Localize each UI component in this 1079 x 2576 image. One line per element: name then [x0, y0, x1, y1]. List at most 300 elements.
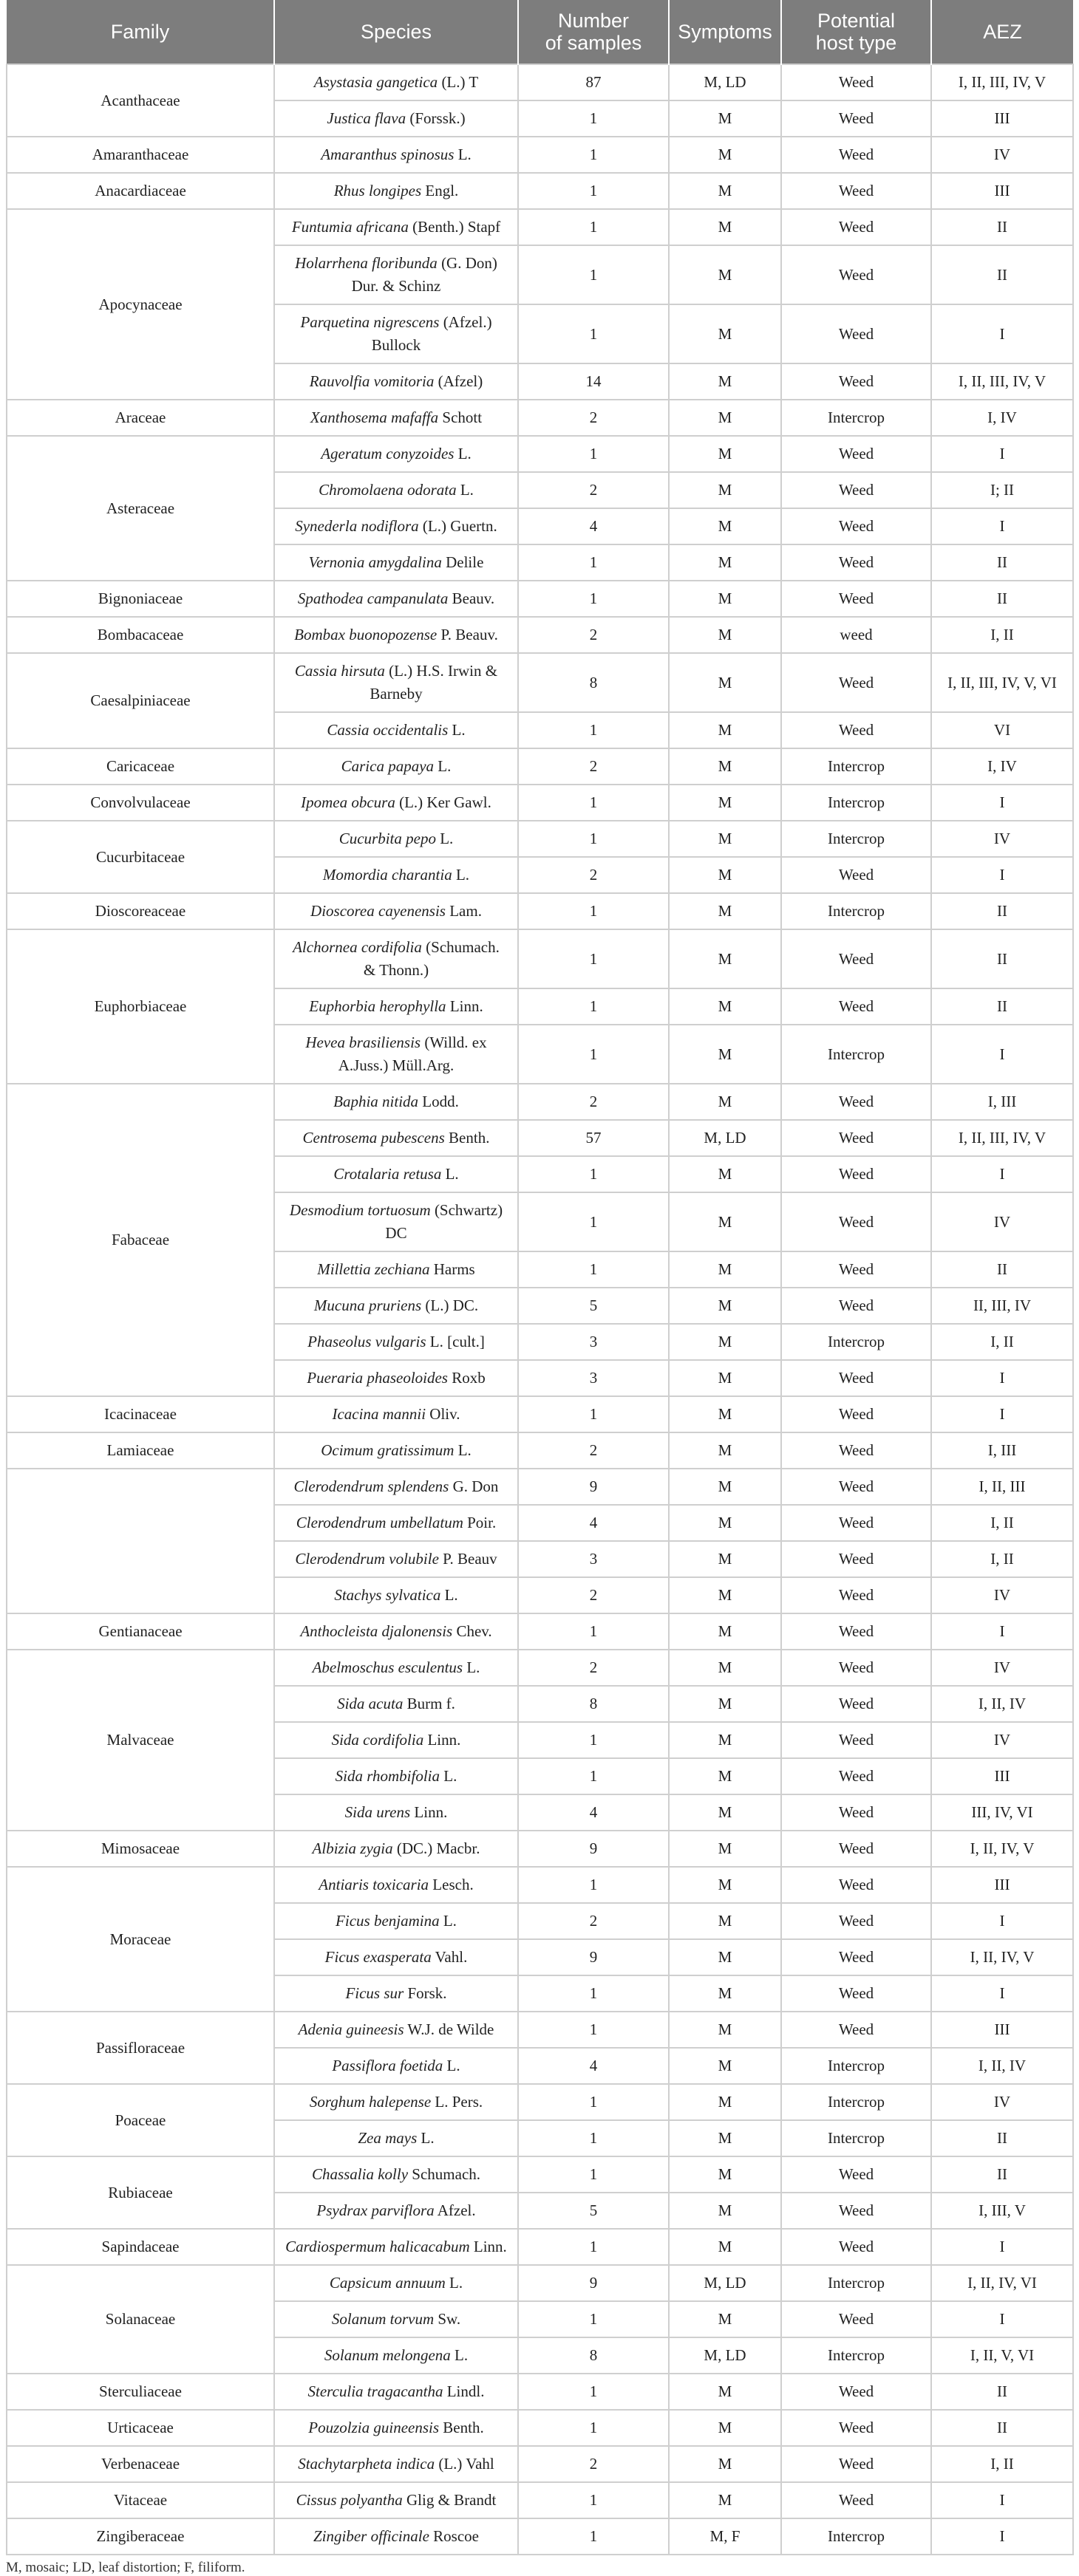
host-type-cell: Weed — [781, 2012, 931, 2048]
table-row — [7, 173, 1073, 209]
species-cell — [274, 2048, 518, 2084]
host-type-cell: Weed — [781, 1867, 931, 1903]
aez-cell: IV — [931, 821, 1073, 857]
samples-cell: 1 — [518, 304, 669, 363]
species-cell — [274, 173, 518, 209]
aez-cell: I, II, IV, V — [931, 1939, 1073, 1975]
symptoms-cell: M — [669, 2229, 781, 2265]
species-name: Chromolaena odorata — [319, 481, 457, 499]
species-cell — [274, 1867, 518, 1903]
symptoms-cell: M — [669, 1288, 781, 1324]
species-authority: L. — [441, 1165, 459, 1183]
samples-cell: 1 — [518, 2156, 669, 2193]
species-authority: (L.) DC. — [421, 1296, 479, 1314]
species-name: Rauvolfia vomitoria — [309, 372, 435, 390]
samples-cell: 9 — [518, 1469, 669, 1505]
species-authority: Glig & Brandt — [402, 2491, 497, 2509]
table-row — [7, 748, 1073, 785]
species-name: Sorghum halepense — [309, 2093, 432, 2111]
aez-cell: I, III, V — [931, 2193, 1073, 2229]
host-type-cell: Weed — [781, 1613, 931, 1650]
symptoms-cell: M — [669, 712, 781, 748]
aez-cell: I, II, III — [931, 1469, 1073, 1505]
host-type-cell: Weed — [781, 2156, 931, 2193]
species-cell — [274, 2120, 518, 2156]
host-type-cell: Intercrop — [781, 1324, 931, 1360]
samples-cell: 5 — [518, 1288, 669, 1324]
species-authority: L. — [434, 757, 452, 775]
species-authority: L. — [454, 1441, 472, 1459]
table-row — [7, 1396, 1073, 1432]
family-cell: Zingiberaceae — [7, 2518, 274, 2555]
species-name: Cassia occidentalis — [327, 721, 449, 739]
aez-cell: III — [931, 1758, 1073, 1794]
species-authority: Beauv. — [448, 590, 495, 607]
species-authority: (Afzel.) Bullock — [371, 313, 492, 354]
table-footnote: M, mosaic; LD, leaf distortion; F, filiform. — [6, 2560, 245, 2575]
species-cell — [274, 1686, 518, 1722]
symptoms-cell: M — [669, 1975, 781, 2012]
family-cell: Caricaceae — [7, 748, 274, 785]
aez-cell: II — [931, 581, 1073, 617]
host-type-cell: Weed — [781, 2301, 931, 2337]
species-cell — [274, 2265, 518, 2301]
symptoms-cell: M — [669, 2193, 781, 2229]
host-type-cell: Weed — [781, 363, 931, 400]
species-name: Phaseolus vulgaris — [307, 1333, 426, 1350]
samples-cell: 1 — [518, 988, 669, 1025]
species-authority: W.J. de Wilde — [404, 2020, 494, 2038]
species-authority: Schumach. — [408, 2165, 481, 2183]
aez-cell: II — [931, 929, 1073, 988]
table-row — [7, 1613, 1073, 1650]
aez-cell: II — [931, 245, 1073, 304]
symptoms-cell: M — [669, 1156, 781, 1192]
table-row — [7, 617, 1073, 653]
host-type-cell: Weed — [781, 1577, 931, 1613]
species-name: Adenia guineesis — [298, 2020, 404, 2038]
host-type-cell: Weed — [781, 100, 931, 137]
host-type-cell: Intercrop — [781, 2337, 931, 2374]
species-name: Solanum torvum — [331, 2310, 435, 2328]
samples-cell: 1 — [518, 2120, 669, 2156]
species-name: Baphia nitida — [333, 1093, 419, 1110]
species-cell — [274, 245, 518, 304]
species-authority: Benth. — [439, 2419, 484, 2436]
family-cell: Moraceae — [7, 1867, 274, 2012]
species-authority: (L.) Ker Gawl. — [395, 793, 491, 811]
species-cell — [274, 1722, 518, 1758]
family-cell: Asteraceae — [7, 436, 274, 581]
aez-cell: III — [931, 1867, 1073, 1903]
table-row — [7, 2265, 1073, 2301]
species-name: Passiflora foetida — [332, 2057, 443, 2074]
species-name: Anthocleista djalonensis — [300, 1622, 453, 1640]
symptoms-cell: M — [669, 1251, 781, 1288]
symptoms-cell: M — [669, 2301, 781, 2337]
samples-cell: 4 — [518, 2048, 669, 2084]
samples-cell: 1 — [518, 2301, 669, 2337]
symptoms-cell: M — [669, 1686, 781, 1722]
samples-cell: 87 — [518, 64, 669, 100]
host-type-cell: Weed — [781, 988, 931, 1025]
species-authority: Lindl. — [443, 2382, 485, 2400]
samples-cell: 1 — [518, 1156, 669, 1192]
species-authority: Poir. — [463, 1514, 497, 1531]
host-type-cell: Weed — [781, 508, 931, 544]
species-cell — [274, 2193, 518, 2229]
aez-cell: III, IV, VI — [931, 1794, 1073, 1831]
samples-cell: 1 — [518, 1025, 669, 1084]
host-type-cell: Weed — [781, 653, 931, 712]
samples-cell: 57 — [518, 1120, 669, 1156]
species-authority: Forsk. — [404, 1984, 447, 2002]
samples-cell: 2 — [518, 857, 669, 893]
symptoms-cell: M — [669, 400, 781, 436]
symptoms-cell: M — [669, 2084, 781, 2120]
species-name: Hevea brasiliensis — [305, 1034, 421, 1051]
aez-cell: III — [931, 2012, 1073, 2048]
symptoms-cell: M — [669, 1613, 781, 1650]
host-type-cell: Intercrop — [781, 785, 931, 821]
species-cell — [274, 1975, 518, 2012]
table-row — [7, 785, 1073, 821]
symptoms-cell: M — [669, 1758, 781, 1794]
host-type-cell: Weed — [781, 1192, 931, 1251]
samples-cell: 1 — [518, 893, 669, 929]
aez-cell: IV — [931, 1192, 1073, 1251]
species-cell — [274, 137, 518, 173]
symptoms-cell: M, LD — [669, 2265, 781, 2301]
samples-cell: 1 — [518, 544, 669, 581]
symptoms-cell: M — [669, 1903, 781, 1939]
species-authority: L. — [448, 721, 466, 739]
samples-cell: 4 — [518, 508, 669, 544]
symptoms-cell: M — [669, 544, 781, 581]
family-cell: Verbenaceae — [7, 2446, 274, 2482]
symptoms-cell: M — [669, 821, 781, 857]
species-cell — [274, 2301, 518, 2337]
species-name: Pouzolzia guineensis — [308, 2419, 440, 2436]
species-authority: L. — [443, 2057, 460, 2074]
host-type-cell: Weed — [781, 2446, 931, 2482]
species-cell — [274, 1794, 518, 1831]
species-authority: Roxb — [447, 1369, 486, 1387]
aez-cell: III — [931, 173, 1073, 209]
species-name: Albizia zygia — [312, 1839, 393, 1857]
table-row — [7, 2012, 1073, 2048]
species-cell — [274, 2482, 518, 2518]
aez-cell: VI — [931, 712, 1073, 748]
symptoms-cell: M — [669, 857, 781, 893]
species-name: Solanum melongena — [324, 2346, 451, 2364]
species-name: Cucurbita pepo — [338, 830, 436, 847]
aez-cell: II — [931, 1251, 1073, 1288]
species-cell — [274, 1613, 518, 1650]
species-authority: (Schumach. & Thonn.) — [363, 938, 500, 979]
species-name: Sterculia tragacantha — [307, 2382, 443, 2400]
species-name: Millettia zechiana — [317, 1260, 430, 1278]
species-name: Alchornea cordifolia — [293, 938, 422, 956]
table-row — [7, 209, 1073, 245]
species-name: Ipomea obcura — [301, 793, 395, 811]
species-name: Euphorbia herophylla — [309, 997, 446, 1015]
header-species: Species — [274, 0, 518, 64]
species-cell — [274, 1120, 518, 1156]
host-type-cell: Intercrop — [781, 2518, 931, 2555]
species-cell — [274, 988, 518, 1025]
aez-cell: IV — [931, 137, 1073, 173]
species-authority: (Benth.) Stapf — [408, 218, 501, 236]
aez-cell: I, II, IV — [931, 1686, 1073, 1722]
samples-cell: 1 — [518, 137, 669, 173]
species-cell — [274, 1831, 518, 1867]
samples-cell: 1 — [518, 581, 669, 617]
family-cell: Anacardiaceae — [7, 173, 274, 209]
species-name: Dioscorea cayenensis — [310, 902, 446, 920]
symptoms-cell: M — [669, 929, 781, 988]
species-cell — [274, 2374, 518, 2410]
species-name: Cassia hirsuta — [294, 662, 385, 680]
family-cell: Malvaceae — [7, 1650, 274, 1831]
table-row — [7, 821, 1073, 857]
samples-cell: 14 — [518, 363, 669, 400]
samples-cell: 1 — [518, 2374, 669, 2410]
species-name: Rhus longipes — [333, 182, 422, 199]
table-header — [7, 0, 1073, 64]
host-type-cell: Weed — [781, 1432, 931, 1469]
host-type-cell: Intercrop — [781, 748, 931, 785]
species-name: Capsicum annuum — [329, 2274, 446, 2292]
species-name: Synederla nodiflora — [295, 517, 419, 535]
aez-cell: I, II, IV — [931, 2048, 1073, 2084]
table-row — [7, 436, 1073, 472]
aez-cell: I, II — [931, 617, 1073, 653]
host-type-cell: Intercrop — [781, 893, 931, 929]
family-cell: Mimosaceae — [7, 1831, 274, 1867]
host-type-cell: Intercrop — [781, 821, 931, 857]
aez-cell: I, II, III, IV, V — [931, 64, 1073, 100]
species-name: Abelmoschus esculentus — [312, 1658, 463, 1676]
host-type-cell: Weed — [781, 544, 931, 581]
aez-cell: III — [931, 100, 1073, 137]
samples-cell: 1 — [518, 1758, 669, 1794]
header-host-line-1: Potential — [817, 10, 896, 32]
species-authority: (L.) Vahl — [435, 2455, 494, 2473]
species-name: Psydrax parviflora — [316, 2201, 435, 2219]
species-cell — [274, 1084, 518, 1120]
species-cell — [274, 2229, 518, 2265]
samples-cell: 3 — [518, 1541, 669, 1577]
table-row — [7, 2518, 1073, 2555]
family-cell: Bignoniaceae — [7, 581, 274, 617]
samples-cell: 1 — [518, 2482, 669, 2518]
aez-cell: I; II — [931, 472, 1073, 508]
samples-cell: 1 — [518, 1722, 669, 1758]
aez-cell: I, II, III, IV, V — [931, 363, 1073, 400]
samples-cell: 5 — [518, 2193, 669, 2229]
species-name: Stachytarpheta indica — [298, 2455, 435, 2473]
species-authority: (Willd. ex A.Juss.) Müll.Arg. — [338, 1034, 487, 1074]
samples-cell: 4 — [518, 1794, 669, 1831]
species-cell — [274, 1903, 518, 1939]
symptoms-cell: M — [669, 2048, 781, 2084]
host-species-table — [6, 0, 1074, 2555]
host-type-cell: Weed — [781, 472, 931, 508]
species-cell — [274, 363, 518, 400]
species-authority: Harms — [429, 1260, 475, 1278]
species-authority: (DC.) Macbr. — [392, 1839, 480, 1857]
samples-cell: 1 — [518, 1192, 669, 1251]
host-type-cell: Weed — [781, 1794, 931, 1831]
species-cell — [274, 64, 518, 100]
species-name: Vernonia amygdalina — [308, 553, 442, 571]
aez-cell: II — [931, 2120, 1073, 2156]
species-name: Crotalaria retusa — [333, 1165, 442, 1183]
family-cell: Gentianaceae — [7, 1613, 274, 1650]
aez-cell: I, IV — [931, 400, 1073, 436]
family-cell: Lamiaceae — [7, 1432, 274, 1469]
species-cell — [274, 581, 518, 617]
symptoms-cell: M — [669, 1505, 781, 1541]
species-authority: L. — [440, 1586, 458, 1604]
family-cell: Fabaceae — [7, 1084, 274, 1396]
species-name: Ficus sur — [345, 1984, 404, 2002]
samples-cell: 2 — [518, 617, 669, 653]
species-authority: Linn. — [410, 1803, 448, 1821]
species-authority: (L.) Guertn. — [418, 517, 497, 535]
symptoms-cell: M — [669, 1794, 781, 1831]
aez-cell: I, II, IV, V — [931, 1831, 1073, 1867]
species-cell — [274, 785, 518, 821]
species-authority: (Schwartz) DC — [385, 1201, 503, 1242]
samples-cell: 2 — [518, 748, 669, 785]
table-row — [7, 2446, 1073, 2482]
host-type-cell: Weed — [781, 1541, 931, 1577]
host-type-cell: Weed — [781, 1469, 931, 1505]
host-type-cell: Weed — [781, 712, 931, 748]
family-cell: Vitaceae — [7, 2482, 274, 2518]
samples-cell: 3 — [518, 1360, 669, 1396]
species-name: Ficus benjamina — [336, 1912, 440, 1930]
species-name: Cissus polyantha — [296, 2491, 403, 2509]
symptoms-cell: M — [669, 245, 781, 304]
species-authority: Burm f. — [403, 1695, 455, 1712]
samples-cell: 1 — [518, 2012, 669, 2048]
symptoms-cell: M, LD — [669, 1120, 781, 1156]
species-cell — [274, 436, 518, 472]
species-authority: P. Beauv — [438, 1550, 497, 1568]
species-authority: Linn. — [423, 1731, 461, 1749]
symptoms-cell: M — [669, 304, 781, 363]
samples-cell: 4 — [518, 1505, 669, 1541]
aez-cell: I — [931, 304, 1073, 363]
symptoms-cell: M — [669, 1396, 781, 1432]
host-type-cell: Weed — [781, 1722, 931, 1758]
symptoms-cell: M — [669, 436, 781, 472]
table-row — [7, 2410, 1073, 2446]
header-samples-line-1: Number — [557, 10, 630, 32]
symptoms-cell: M — [669, 173, 781, 209]
species-name: Mucuna pruriens — [313, 1296, 422, 1314]
table-row — [7, 929, 1073, 988]
host-type-cell: Weed — [781, 64, 931, 100]
species-cell — [274, 1577, 518, 1613]
species-name: Cardiospermum halicacabum — [285, 2238, 470, 2255]
species-authority: Benth. — [444, 1129, 490, 1147]
samples-cell: 1 — [518, 436, 669, 472]
table-row — [7, 1650, 1073, 1686]
host-type-cell: Weed — [781, 1396, 931, 1432]
species-authority: Sw. — [434, 2310, 461, 2328]
aez-cell: IV — [931, 1577, 1073, 1613]
host-type-cell: Weed — [781, 1758, 931, 1794]
species-authority: L. [cult.] — [426, 1333, 485, 1350]
family-cell: Icacinaceae — [7, 1396, 274, 1432]
symptoms-cell: M — [669, 1831, 781, 1867]
species-cell — [274, 1432, 518, 1469]
symptoms-cell: M — [669, 988, 781, 1025]
host-type-cell: Weed — [781, 1650, 931, 1686]
species-cell — [274, 1360, 518, 1396]
species-authority: Delile — [441, 553, 484, 571]
species-name: Zingiber officinale — [313, 2527, 429, 2545]
host-type-cell: Weed — [781, 1686, 931, 1722]
aez-cell: I — [931, 1903, 1073, 1939]
species-name: Amaranthus spinosus — [321, 146, 455, 163]
species-cell — [274, 1505, 518, 1541]
table-row — [7, 1867, 1073, 1903]
species-authority: L. — [417, 2129, 435, 2147]
host-type-cell: Weed — [781, 137, 931, 173]
symptoms-cell: M — [669, 785, 781, 821]
symptoms-cell: M — [669, 893, 781, 929]
species-cell — [274, 508, 518, 544]
host-type-cell: Weed — [781, 1084, 931, 1120]
aez-cell: I, III — [931, 1432, 1073, 1469]
species-name: Chassalia kolly — [311, 2165, 409, 2183]
table-row — [7, 2156, 1073, 2193]
aez-cell: I, II — [931, 2446, 1073, 2482]
aez-cell: I — [931, 1975, 1073, 2012]
host-type-cell: Weed — [781, 245, 931, 304]
species-cell — [274, 748, 518, 785]
species-name: Pueraria phaseoloides — [307, 1369, 448, 1387]
species-authority: (L.) H.S. Irwin & Barneby — [370, 662, 498, 703]
species-cell — [274, 2446, 518, 2482]
symptoms-cell: M — [669, 1025, 781, 1084]
species-name: Antiaris toxicaria — [319, 1876, 429, 1893]
family-cell: Sapindaceae — [7, 2229, 274, 2265]
species-authority: (Forssk.) — [406, 109, 466, 127]
species-authority: P. Beauv. — [437, 626, 498, 643]
samples-cell: 9 — [518, 1831, 669, 1867]
samples-cell: 9 — [518, 1939, 669, 1975]
species-authority: G. Don — [449, 1477, 499, 1495]
species-name: Parquetina nigrescens — [300, 313, 440, 331]
table-row — [7, 2374, 1073, 2410]
host-type-cell: Weed — [781, 1288, 931, 1324]
species-authority: Linn. — [469, 2238, 507, 2255]
species-name: Centrosema pubescens — [302, 1129, 445, 1147]
aez-cell: IV — [931, 1722, 1073, 1758]
species-cell — [274, 653, 518, 712]
species-name: Ficus exasperata — [324, 1948, 432, 1966]
samples-cell: 8 — [518, 1686, 669, 1722]
species-authority: Vahl. — [431, 1948, 468, 1966]
species-cell — [274, 1251, 518, 1288]
samples-cell: 2 — [518, 472, 669, 508]
